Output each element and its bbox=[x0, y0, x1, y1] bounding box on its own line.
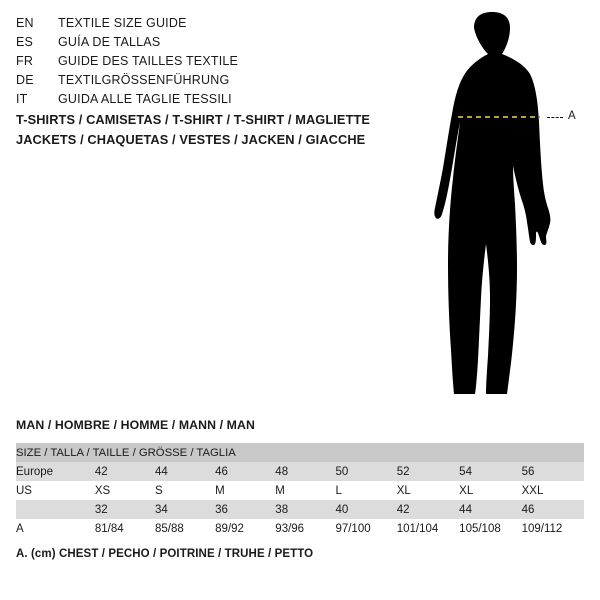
language-row-fr bbox=[16, 54, 376, 73]
cell-numeric-4: 40 bbox=[335, 500, 396, 519]
cell-a-2: 89/92 bbox=[215, 519, 275, 538]
male-silhouette-figure bbox=[400, 10, 585, 400]
cell-numeric-1: 34 bbox=[155, 500, 215, 519]
language-text-de: TEXTILGRÖSSENFÜHRUNG bbox=[58, 73, 230, 87]
table-row bbox=[16, 500, 584, 519]
cell-numeric-0: 32 bbox=[95, 500, 155, 519]
language-row-en bbox=[16, 16, 376, 35]
row-label-europe: Europe bbox=[16, 462, 95, 481]
language-row-es bbox=[16, 35, 376, 54]
cell-europe-7: 56 bbox=[522, 462, 584, 481]
cell-a-4: 97/100 bbox=[335, 519, 396, 538]
cell-europe-4: 50 bbox=[335, 462, 396, 481]
measurement-footnote: A. (cm) CHEST / PECHO / POITRINE / TRUHE / PETTO bbox=[16, 548, 314, 560]
category-jackets: JACKETS / CHAQUETAS / VESTES / JACKEN / GIACCHE bbox=[16, 132, 366, 147]
cell-europe-0: 42 bbox=[95, 462, 155, 481]
cell-us-4: L bbox=[335, 481, 396, 500]
language-row-it bbox=[16, 92, 376, 111]
cell-a-1: 85/88 bbox=[155, 519, 215, 538]
cell-us-3: M bbox=[275, 481, 335, 500]
row-label-us: US bbox=[16, 481, 95, 500]
cell-a-3: 93/96 bbox=[275, 519, 335, 538]
row-label-numeric bbox=[16, 500, 95, 519]
language-text-it: GUIDA ALLE TAGLIE TESSILI bbox=[58, 92, 232, 106]
table-row bbox=[16, 519, 584, 538]
language-code-fr: FR bbox=[16, 54, 34, 68]
table-row bbox=[16, 481, 584, 500]
cell-numeric-5: 42 bbox=[397, 500, 459, 519]
cell-numeric-7: 46 bbox=[522, 500, 584, 519]
row-label-a: A bbox=[16, 519, 95, 538]
language-text-fr: GUIDE DES TAILLES TEXTILE bbox=[58, 54, 239, 68]
cell-us-1: S bbox=[155, 481, 215, 500]
cell-numeric-6: 44 bbox=[459, 500, 521, 519]
cell-a-0: 81/84 bbox=[95, 519, 155, 538]
language-text-en: TEXTILE SIZE GUIDE bbox=[58, 16, 187, 30]
cell-us-5: XL bbox=[397, 481, 459, 500]
cell-a-7: 109/112 bbox=[522, 519, 584, 538]
size-table bbox=[16, 443, 584, 538]
language-text-es: GUÍA DE TALLAS bbox=[58, 35, 161, 49]
cell-europe-6: 54 bbox=[459, 462, 521, 481]
category-tshirts: T-SHIRTS / CAMISETAS / T-SHIRT / T-SHIRT / MAGLIETTE bbox=[16, 112, 371, 127]
cell-us-6: XL bbox=[459, 481, 521, 500]
cell-europe-3: 48 bbox=[275, 462, 335, 481]
language-code-it: IT bbox=[16, 92, 28, 106]
language-code-es: ES bbox=[16, 35, 34, 49]
language-code-en: EN bbox=[16, 16, 34, 30]
language-code-de: DE bbox=[16, 73, 34, 87]
male-silhouette-icon bbox=[400, 10, 585, 400]
cell-us-7: XXL bbox=[522, 481, 584, 500]
cell-europe-1: 44 bbox=[155, 462, 215, 481]
table-row bbox=[16, 462, 584, 481]
cell-a-6: 105/108 bbox=[459, 519, 521, 538]
table-header-label: SIZE / TALLA / TAILLE / GRÖSSE / TAGLIA bbox=[16, 443, 584, 462]
cell-numeric-3: 38 bbox=[275, 500, 335, 519]
garment-categories bbox=[16, 110, 396, 150]
cell-europe-2: 46 bbox=[215, 462, 275, 481]
language-row-de bbox=[16, 73, 376, 92]
cell-us-0: XS bbox=[95, 481, 155, 500]
cell-europe-5: 52 bbox=[397, 462, 459, 481]
cell-a-5: 101/104 bbox=[397, 519, 459, 538]
measure-label-a: A bbox=[568, 110, 577, 122]
language-list bbox=[16, 16, 376, 111]
cell-us-2: M bbox=[215, 481, 275, 500]
table-section-title: MAN / HOMBRE / HOMME / MANN / MAN bbox=[16, 418, 255, 432]
cell-numeric-2: 36 bbox=[215, 500, 275, 519]
table-header-row bbox=[16, 443, 584, 462]
measure-leader-line bbox=[547, 117, 563, 118]
